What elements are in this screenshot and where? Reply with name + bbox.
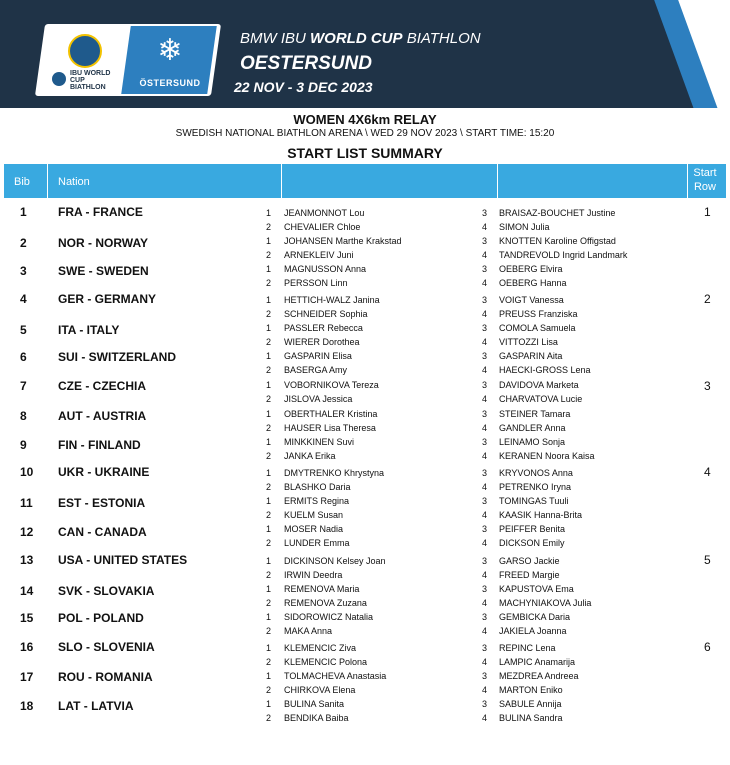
- athlete-name: ERMITS Regina: [284, 496, 350, 506]
- athlete-name: HAECKI-GROSS Lena: [499, 365, 591, 375]
- leg-number: 2: [266, 394, 272, 404]
- team-bib: 17: [20, 670, 34, 684]
- team-bib: 16: [20, 640, 34, 654]
- athlete-name: MAKA Anna: [284, 626, 333, 636]
- header-cell-legs-3-4: [498, 164, 688, 198]
- leg-number: 3: [482, 468, 488, 478]
- leg-number: 2: [266, 222, 272, 232]
- athlete-name: OBERTHALER Kristina: [284, 409, 378, 419]
- leg-number: 3: [482, 556, 488, 566]
- leg-number: 3: [482, 236, 488, 246]
- leg-number: 4: [482, 626, 488, 636]
- leg-number: 1: [266, 264, 272, 274]
- team-bib: 7: [20, 379, 27, 393]
- athlete-name: BLASHKO Daria: [284, 482, 351, 492]
- leg-number: 1: [266, 612, 272, 622]
- athlete-name: PEIFFER Benita: [499, 524, 566, 534]
- team-nation: FIN - FINLAND: [58, 438, 141, 452]
- leg-number: 3: [482, 351, 488, 361]
- leg-number: 4: [482, 451, 488, 461]
- athlete-name: MOSER Nadia: [284, 524, 344, 534]
- team-bib: 10: [20, 465, 34, 479]
- leg-number: 4: [482, 250, 488, 260]
- athlete-name: BASERGA Amy: [284, 365, 348, 375]
- athlete-name: PERSSON Linn: [284, 278, 348, 288]
- bmw-logo-icon: [52, 72, 66, 86]
- team-nation: SWE - SWEDEN: [58, 264, 149, 278]
- leg-number: 3: [482, 524, 488, 534]
- athlete-name: PASSLER Rebecca: [284, 323, 363, 333]
- leg-number: 4: [482, 538, 488, 548]
- athlete-name: DICKINSON Kelsey Joan: [284, 556, 386, 566]
- athlete-name: VOIGT Vanessa: [499, 295, 564, 305]
- athlete-name: CHEVALIER Chloe: [284, 222, 361, 232]
- race-info: SWEDISH NATIONAL BIATHLON ARENA \ WED 29 NOV 2023 \ START TIME: 15:20: [175, 128, 555, 139]
- leg-number: 1: [266, 496, 272, 506]
- leg-number: 2: [266, 626, 272, 636]
- header-cell-legs-1-2: [282, 164, 498, 198]
- leg-number: 2: [266, 482, 272, 492]
- leg-number: 3: [482, 264, 488, 274]
- athlete-name: KLEMENCIC Polona: [284, 657, 368, 667]
- athlete-name: KLEMENCIC Ziva: [284, 643, 357, 653]
- athlete-name: FREED Margie: [499, 570, 560, 580]
- athlete-name: VITTOZZI Lisa: [499, 337, 558, 347]
- leg-number: 2: [266, 365, 272, 375]
- table-header: [4, 164, 726, 198]
- athlete-name: JAKIELA Joanna: [499, 626, 567, 636]
- athlete-name: GASPARIN Elisa: [284, 351, 352, 361]
- team-nation: FRA - FRANCE: [58, 205, 143, 219]
- athlete-name: DAVIDOVA Marketa: [499, 380, 579, 390]
- leg-number: 1: [266, 524, 272, 534]
- leg-number: 1: [266, 671, 272, 681]
- leg-number: 3: [482, 380, 488, 390]
- leg-number: 1: [266, 380, 272, 390]
- athlete-name: SABULE Annija: [499, 699, 562, 709]
- athlete-name: REMENOVA Maria: [284, 584, 360, 594]
- leg-number: 4: [482, 685, 488, 695]
- leg-number: 3: [482, 496, 488, 506]
- summary-title: START LIST SUMMARY: [287, 145, 443, 161]
- leg-number: 2: [266, 538, 272, 548]
- race-title: WOMEN 4X6km RELAY: [293, 112, 437, 127]
- athlete-name: MINKKINEN Suvi: [284, 437, 355, 447]
- leg-number: 1: [266, 323, 272, 333]
- athlete-name: PREUSS Franziska: [499, 309, 578, 319]
- snowflake-heart-icon: ❄: [157, 34, 183, 67]
- ostersund-logo-text: ÖSTERSUND: [139, 78, 201, 88]
- team-bib: 14: [20, 584, 34, 598]
- athlete-name: ARNEKLEIV Juni: [284, 250, 354, 260]
- start-row-number: 6: [704, 640, 711, 654]
- leg-number: 2: [266, 337, 272, 347]
- athlete-name: JANKA Erika: [284, 451, 336, 461]
- leg-number: 4: [482, 570, 488, 580]
- start-row-number: 5: [704, 553, 711, 567]
- leg-number: 2: [266, 685, 272, 695]
- ibu-globe-logo-icon: [68, 34, 102, 68]
- leg-number: 4: [482, 278, 488, 288]
- athlete-name: IRWIN Deedra: [284, 570, 343, 580]
- leg-number: 2: [266, 250, 272, 260]
- leg-number: 4: [482, 222, 488, 232]
- leg-number: 3: [482, 208, 488, 218]
- leg-number: 4: [482, 394, 488, 404]
- team-bib: 8: [20, 409, 27, 423]
- athlete-name: KERANEN Noora Kaisa: [499, 451, 595, 461]
- leg-number: 2: [266, 510, 272, 520]
- team-bib: 11: [20, 496, 33, 510]
- athlete-name: REMENOVA Zuzana: [284, 598, 367, 608]
- leg-number: 4: [482, 309, 488, 319]
- athlete-name: HAUSER Lisa Theresa: [284, 423, 376, 433]
- athlete-name: HETTICH-WALZ Janina: [284, 295, 380, 305]
- athlete-name: GANDLER Anna: [499, 423, 566, 433]
- athlete-name: KNOTTEN Karoline Offigstad: [499, 236, 616, 246]
- leg-number: 3: [482, 323, 488, 333]
- team-nation: SLO - SLOVENIA: [58, 640, 155, 654]
- leg-number: 1: [266, 584, 272, 594]
- leg-number: 3: [482, 584, 488, 594]
- leg-number: 1: [266, 409, 272, 419]
- athlete-name: KRYVONOS Anna: [499, 468, 573, 478]
- leg-number: 4: [482, 598, 488, 608]
- athlete-name: JOHANSEN Marthe Krakstad: [284, 236, 402, 246]
- athlete-name: KAPUSTOVA Ema: [499, 584, 574, 594]
- team-nation: AUT - AUSTRIA: [58, 409, 147, 423]
- leg-number: 1: [266, 699, 272, 709]
- athlete-name: LUNDER Emma: [284, 538, 350, 548]
- leg-number: 3: [482, 699, 488, 709]
- leg-number: 3: [482, 671, 488, 681]
- leg-number: 2: [266, 713, 272, 723]
- athlete-name: SCHNEIDER Sophia: [284, 309, 368, 319]
- leg-number: 1: [266, 468, 272, 478]
- athlete-name: CHIRKOVA Elena: [284, 685, 356, 695]
- athlete-name: JISLOVA Jessica: [284, 394, 353, 404]
- team-bib: 9: [20, 438, 27, 452]
- ibu-logo-text: IBU WORLD CUP BIATHLON: [70, 70, 111, 91]
- athlete-name: GASPARIN Aita: [499, 351, 563, 361]
- team-bib: 3: [20, 264, 27, 278]
- athlete-name: MACHYNIAKOVA Julia: [499, 598, 592, 608]
- team-nation: UKR - UKRAINE: [58, 465, 150, 479]
- team-nation: POL - POLAND: [58, 611, 144, 625]
- team-nation: SVK - SLOVAKIA: [58, 584, 155, 598]
- athlete-name: BULINA Sanita: [284, 699, 345, 709]
- athlete-name: SIMON Julia: [499, 222, 550, 232]
- team-nation: ITA - ITALY: [58, 323, 120, 337]
- leg-number: 1: [266, 351, 272, 361]
- team-bib: 5: [20, 323, 27, 337]
- team-nation: GER - GERMANY: [58, 292, 157, 306]
- leg-number: 2: [266, 309, 272, 319]
- leg-number: 1: [266, 295, 272, 305]
- start-row-number: 4: [704, 465, 711, 479]
- team-bib: 12: [20, 525, 34, 539]
- team-bib: 2: [20, 236, 27, 250]
- athlete-name: COMOLA Samuela: [499, 323, 576, 333]
- athlete-name: MAGNUSSON Anna: [284, 264, 367, 274]
- header-bib: Bib: [14, 176, 30, 188]
- leg-number: 2: [266, 423, 272, 433]
- leg-number: 1: [266, 437, 272, 447]
- athlete-name: TOMINGAS Tuuli: [499, 496, 569, 506]
- athlete-name: LEINAMO Sonja: [499, 437, 566, 447]
- leg-number: 4: [482, 657, 488, 667]
- team-bib: 15: [20, 611, 34, 625]
- athlete-name: SIDOROWICZ Natalia: [284, 612, 374, 622]
- leg-number: 4: [482, 482, 488, 492]
- venue-title: OESTERSUND: [240, 53, 372, 74]
- start-row-number: 2: [704, 292, 711, 306]
- athlete-name: VOBORNIKOVA Tereza: [284, 380, 379, 390]
- leg-number: 3: [482, 612, 488, 622]
- leg-number: 2: [266, 278, 272, 288]
- team-bib: 6: [20, 350, 27, 364]
- team-nation: CZE - CZECHIA: [58, 379, 146, 393]
- leg-number: 3: [482, 643, 488, 653]
- start-row-number: 3: [704, 379, 711, 393]
- athlete-name: LAMPIC Anamarija: [499, 657, 576, 667]
- athlete-name: KAASIK Hanna-Brita: [499, 510, 583, 520]
- leg-number: 1: [266, 643, 272, 653]
- leg-number: 3: [482, 437, 488, 447]
- team-nation: LAT - LATVIA: [58, 699, 134, 713]
- team-bib: 4: [20, 292, 27, 306]
- leg-number: 3: [482, 295, 488, 305]
- leg-number: 4: [482, 365, 488, 375]
- athlete-name: CHARVATOVA Lucie: [499, 394, 583, 404]
- athlete-name: JEANMONNOT Lou: [284, 208, 365, 218]
- team-nation: NOR - NORWAY: [58, 236, 149, 250]
- athlete-name: KUELM Susan: [284, 510, 344, 520]
- athlete-name: STEINER Tamara: [499, 409, 571, 419]
- athlete-name: MARTON Eniko: [499, 685, 563, 695]
- athlete-name: BRAISAZ-BOUCHET Justine: [499, 208, 616, 218]
- team-nation: USA - UNITED STATES: [58, 553, 188, 567]
- leg-number: 1: [266, 208, 272, 218]
- athlete-name: REPINC Lena: [499, 643, 556, 653]
- series-title: BMW IBU WORLD CUP BIATHLON: [240, 30, 481, 47]
- leg-number: 1: [266, 556, 272, 566]
- athlete-name: GARSO Jackie: [499, 556, 560, 566]
- athlete-name: BENDIKA Baiba: [284, 713, 349, 723]
- athlete-name: PETRENKO Iryna: [499, 482, 572, 492]
- athlete-name: MEZDREA Andreea: [499, 671, 579, 681]
- athlete-name: TANDREVOLD Ingrid Landmark: [499, 250, 628, 260]
- athlete-name: WIERER Dorothea: [284, 337, 360, 347]
- team-bib: 1: [20, 205, 27, 219]
- athlete-name: TOLMACHEVA Anastasia: [284, 671, 387, 681]
- athlete-name: DMYTRENKO Khrystyna: [284, 468, 385, 478]
- leg-number: 3: [482, 409, 488, 419]
- team-nation: EST - ESTONIA: [58, 496, 146, 510]
- event-dates: 22 NOV - 3 DEC 2023: [234, 79, 373, 95]
- athlete-name: OEBERG Elvira: [499, 264, 563, 274]
- leg-number: 2: [266, 451, 272, 461]
- athlete-name: OEBERG Hanna: [499, 278, 567, 288]
- leg-number: 2: [266, 657, 272, 667]
- leg-number: 4: [482, 423, 488, 433]
- team-bib: 18: [20, 699, 34, 713]
- team-nation: SUI - SWITZERLAND: [58, 350, 176, 364]
- team-nation: ROU - ROMANIA: [58, 670, 153, 684]
- team-bib: 13: [20, 553, 34, 567]
- header-nation: Nation: [58, 176, 90, 188]
- athlete-name: DICKSON Emily: [499, 538, 565, 548]
- athlete-name: GEMBICKA Daria: [499, 612, 571, 622]
- leg-number: 2: [266, 598, 272, 608]
- team-nation: CAN - CANADA: [58, 525, 147, 539]
- leg-number: 4: [482, 510, 488, 520]
- header-start-row: Start Row: [693, 167, 717, 193]
- leg-number: 1: [266, 236, 272, 246]
- athlete-name: BULINA Sandra: [499, 713, 563, 723]
- leg-number: 2: [266, 570, 272, 580]
- start-row-number: 1: [704, 205, 711, 219]
- leg-number: 4: [482, 713, 488, 723]
- leg-number: 4: [482, 337, 488, 347]
